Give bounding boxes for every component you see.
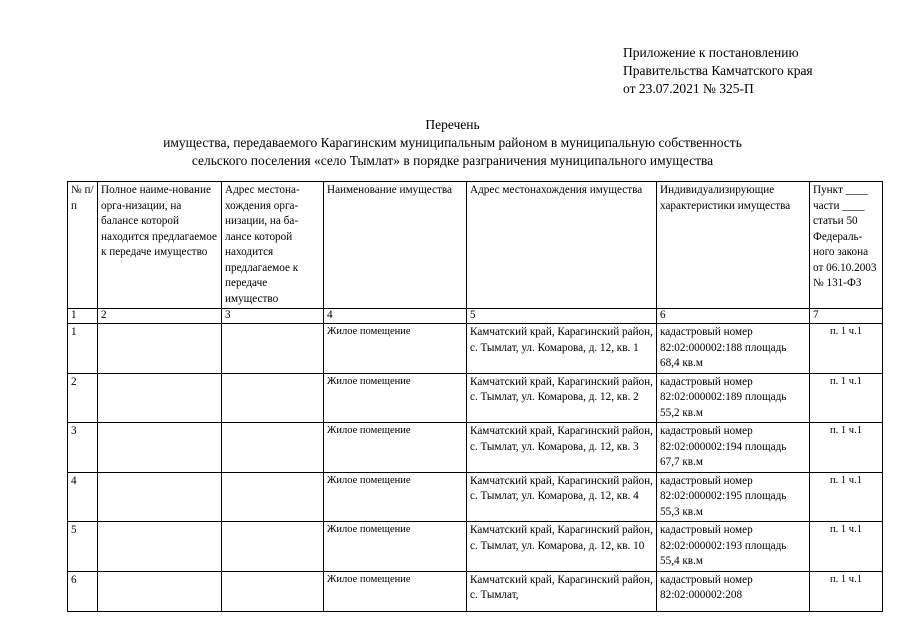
table-row [68,472,883,522]
table-row [68,373,883,423]
organization-address-cell [222,571,324,611]
header-cell: Адрес местонахождения имущества [467,182,657,309]
law-clause-cell: п. 1 ч.1 [810,571,883,611]
organization-cell [98,571,222,611]
approval-note-line: от 23.07.2021 № 325-П [623,81,754,96]
characteristics-cell: кадастровый номер 82:02:000002:189 площадь 55,2 кв.м [657,373,810,423]
title-line: Перечень [425,117,480,132]
characteristics-cell: кадастровый номер 82:02:000002:188 площадь 68,4 кв.м [657,324,810,374]
row-number-cell: 4 [68,472,98,522]
characteristics-cell: кадастровый номер 82:02:000002:195 площадь 55,3 кв.м [657,472,810,522]
law-clause-cell: п. 1 ч.1 [810,522,883,572]
organization-cell [98,373,222,423]
header-cell: Наименование имущества [324,182,467,309]
property-name-cell: Жилое помещение [324,522,467,572]
column-number: 7 [810,309,883,324]
header-cell: № п/п [68,182,98,309]
characteristics-cell: кадастровый номер 82:02:000002:194 площадь 67,7 кв.м [657,423,810,473]
property-name-cell: Жилое помещение [324,373,467,423]
property-address-cell: Камчатский край, Карагинский район, с. Тымлат, ул. Комарова, д. 12, кв. 4 [467,472,657,522]
organization-address-cell [222,373,324,423]
property-name-cell: Жилое помещение [324,324,467,374]
table-row [68,571,883,611]
title-line: имущества, передаваемого Карагинским муниципальным районом в муниципальную собственность [163,135,742,150]
title-line: сельского поселения «село Тымлат» в порядке разграничения муниципального имущества [191,153,714,168]
law-clause-cell: п. 1 ч.1 [810,373,883,423]
organization-address-cell [222,522,324,572]
organization-address-cell [222,423,324,473]
row-number-cell: 2 [68,373,98,423]
header-cell: Адрес местона-хождения орга-низации, на ба-лансе которой находится предлагаемое к передаче имущество [222,182,324,309]
property-table [67,181,883,612]
column-number: 1 [68,309,98,324]
property-table-wrapper [67,181,882,601]
organization-cell [98,522,222,572]
property-address-cell: Камчатский край, Карагинский район, с. Тымлат, ул. Комарова, д. 12, кв. 3 [467,423,657,473]
organization-cell [98,324,222,374]
property-name-cell: Жилое помещение [324,423,467,473]
table-row [68,324,883,374]
table-row [68,423,883,473]
law-clause-cell: п. 1 ч.1 [810,423,883,473]
property-address-cell: Камчатский край, Карагинский район, с. Тымлат, ул. Комарова, д. 12, кв. 2 [467,373,657,423]
row-number-cell: 1 [68,324,98,374]
approval-note-line: Правительства Камчатского края [623,63,813,78]
document-title [0,116,905,170]
property-address-cell: Камчатский край, Карагинский район, с. Тымлат, ул. Комарова, д. 12, кв. 10 [467,522,657,572]
organization-address-cell [222,324,324,374]
column-number-row [68,309,883,324]
approval-note-line: Приложение к постановлению [623,45,799,60]
row-number-cell: 6 [68,571,98,611]
header-cell: Пункт ____ части ____ статьи 50 Федераль-ного закона от 06.10.2003 № 131-ФЗ [810,182,883,309]
column-number: 4 [324,309,467,324]
column-number: 3 [222,309,324,324]
property-name-cell: Жилое помещение [324,472,467,522]
header-cell: Полное наиме-нование орга-низации, на балансе которой находится предлагаемое к передаче имущество [98,182,222,309]
law-clause-cell: п. 1 ч.1 [810,472,883,522]
table-row [68,522,883,572]
characteristics-cell: кадастровый номер 82:02:000002:193 площадь 55,4 кв.м [657,522,810,572]
law-clause-cell: п. 1 ч.1 [810,324,883,374]
column-number: 5 [467,309,657,324]
row-number-cell: 5 [68,522,98,572]
characteristics-cell: кадастровый номер 82:02:000002:208 [657,571,810,611]
row-number-cell: 3 [68,423,98,473]
organization-cell [98,423,222,473]
column-number: 2 [98,309,222,324]
organization-address-cell [222,472,324,522]
column-number: 6 [657,309,810,324]
organization-cell [98,472,222,522]
property-address-cell: Камчатский край, Карагинский район, с. Тымлат, ул. Комарова, д. 12, кв. 1 [467,324,657,374]
property-name-cell: Жилое помещение [324,571,467,611]
approval-note [623,44,813,98]
header-cell: Индивидуализирующие характеристики имущества [657,182,810,309]
property-address-cell: Камчатский край, Карагинский район, с. Тымлат, [467,571,657,611]
table-header-row [68,182,883,309]
